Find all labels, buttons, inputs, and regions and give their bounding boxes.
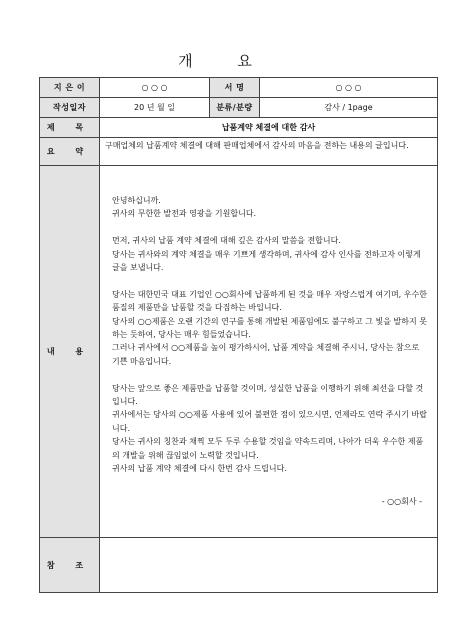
signature-label: 서 명	[210, 78, 260, 98]
paragraph-gap	[112, 475, 428, 488]
page-title: 개 요	[178, 52, 272, 70]
subject-value: 납품계약 체결에 대한 감사	[100, 118, 438, 138]
content-line: 먼저, 귀사의 납품 계약 체결에 대해 깊은 감사의 말씀을 전합니다.	[112, 236, 341, 246]
content-line: 당사는 귀사와의 계약 체결을 매우 기쁘게 생각하며, 귀사에 감사 인사를 전하고자 이렇게 글을 보냅니다.	[112, 249, 421, 273]
summary-row	[40, 138, 438, 166]
content-line: 귀사에서는 당사의 ○○제품 사용에 있어 불편한 점이 있으시면, 언제라도 연락 주시기 바랍니다.	[112, 410, 427, 433]
content-line: 당사는 대한민국 대표 기업인 ○○회사에 납품하게 된 것을 매우 자랑스럽게 여기며, 우수한 품질의 제품만을 납품할 것을 다짐하는 바입니다.	[112, 289, 427, 313]
reference-row	[40, 538, 438, 593]
paragraph-gap	[112, 221, 428, 234]
category-label: 분류/분량	[210, 98, 260, 118]
content-line: 안녕하십니까.	[112, 196, 161, 205]
document-table	[39, 77, 438, 593]
content-line: 귀사의 무한한 발전과 영광을 기원합니다.	[112, 209, 257, 219]
reference-label: 참 조	[40, 538, 100, 593]
content-label: 내 용	[40, 166, 100, 538]
author-label: 지 은 이	[40, 78, 100, 98]
content-line: 귀사의 납품 계약 체결에 다시 한번 감사 드립니다.	[112, 464, 287, 474]
date-value: 20 년 월 일	[100, 98, 210, 118]
content-line: 당사는 귀사의 칭찬과 채찍 모두 두루 수용할 것임을 약속드리며, 나아가 더욱 우수한 제품의 개발을 위해 끊임없이 노력할 것입니다.	[112, 437, 424, 460]
author-row	[40, 78, 438, 98]
date-label: 작성일자	[40, 98, 100, 118]
signature-value: ○ ○ ○	[260, 78, 438, 98]
company-signature: - ○○회사 -	[381, 496, 422, 506]
date-row	[40, 98, 438, 118]
content-line: 그러나 귀사에서 ○○제품을 높이 평가하시어, 납품 계약을 체결해 주시니, 당사는 참으로 기쁜 마음입니다.	[112, 343, 420, 366]
category-value: 감사 / 1page	[260, 98, 438, 118]
subject-label: 제 목	[40, 118, 100, 138]
subject-row	[40, 118, 438, 138]
paragraph-gap	[112, 274, 428, 287]
content-row	[40, 166, 438, 538]
content-line: 당사는 앞으로 좋은 제품만을 납품할 것이며, 성실한 납품을 이행하기 위해 최선을 다할 것입니다.	[112, 383, 424, 407]
author-value: ○ ○ ○	[100, 78, 210, 98]
content-body	[100, 166, 438, 538]
summary-label: 요 약	[40, 138, 100, 166]
paragraph-gap	[112, 368, 428, 381]
reference-value	[100, 538, 438, 593]
summary-value: 구매업체의 납품계약 체결에 대해 판매업체에서 감사의 마음을 전하는 내용의 글입니다.	[100, 138, 438, 166]
content-line: 당사의 ○○제품은 오랜 기간의 연구를 통해 개발된 제품임에도 불구하고 그 빛을 발하지 못하는 듯하여, 당사는 매우 힘들었습니다.	[112, 316, 427, 340]
